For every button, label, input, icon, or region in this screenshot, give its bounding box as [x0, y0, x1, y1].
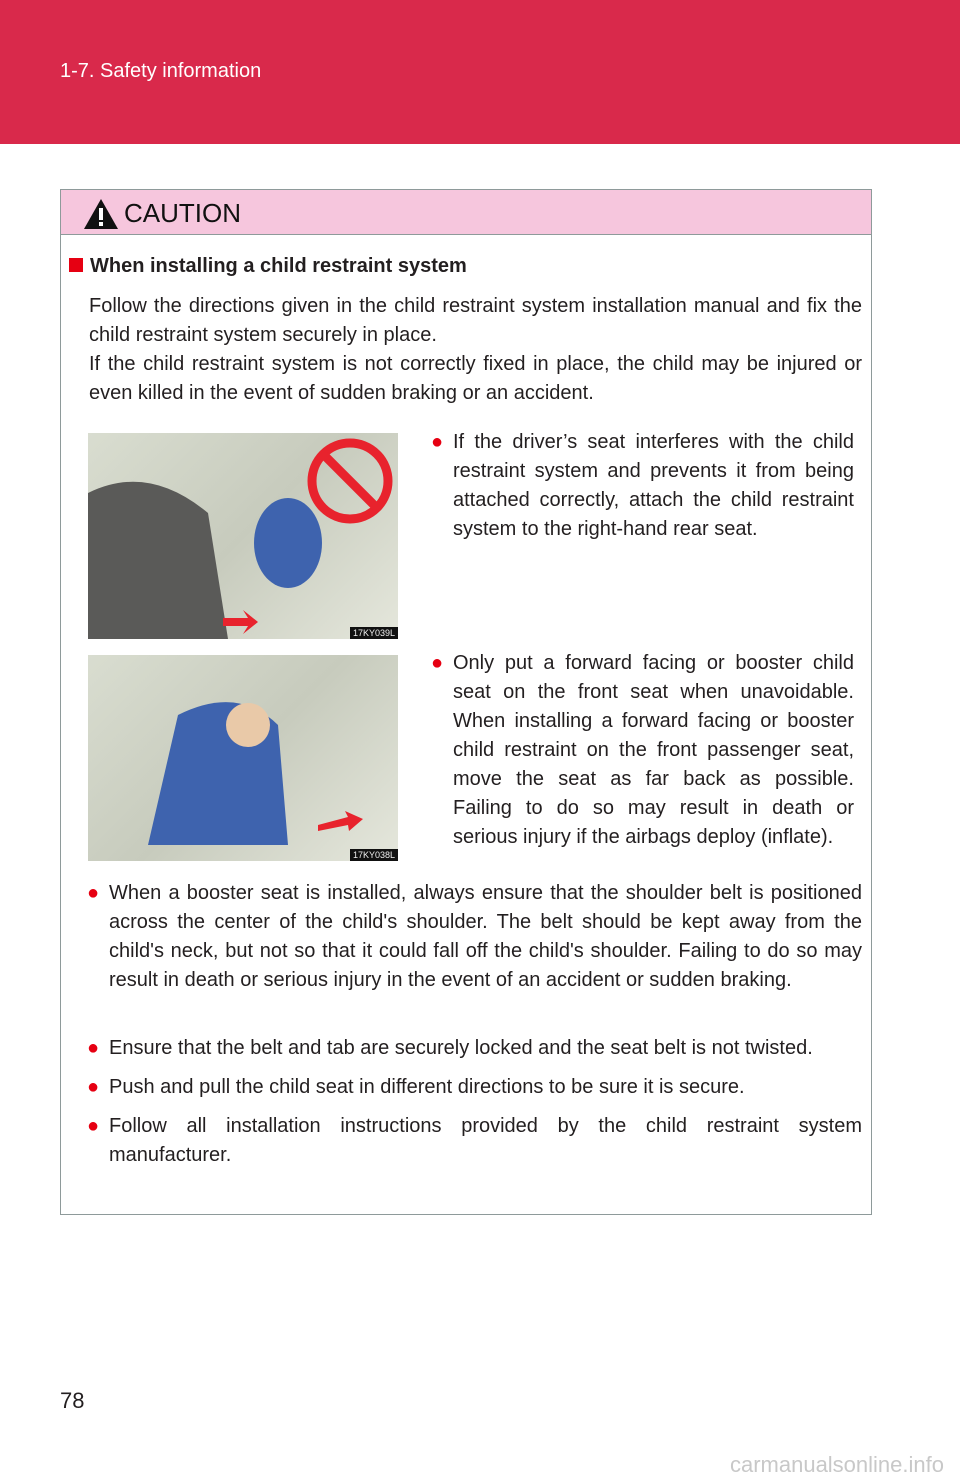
watermark: carmanualsonline.info [729, 1452, 944, 1477]
bullet-icon: ● [87, 1076, 100, 1098]
bullet-item: ● Ensure that the belt and tab are securely locked and the seat belt is not twisted. [109, 1034, 862, 1063]
child-seat-illustration [88, 655, 398, 861]
bullet-item: ● When a booster seat is installed, always ensure that the shoulder belt is positioned across the center of the child's shoulder. The belt should be kept away from the child's neck, but not so that it could fall off the child's shoulder. Failing to do so may result in death or serious injury in the event of an accident or sudden braking. [109, 879, 862, 995]
section-header [0, 0, 960, 144]
figure-code: 17KY038L [350, 849, 398, 861]
square-bullet-icon [69, 258, 83, 272]
bullet-icon: ● [87, 1115, 100, 1137]
illustration-forward-facing-seat [88, 655, 398, 861]
heading-text: When installing a child restraint system [90, 255, 467, 277]
caution-box [60, 189, 872, 1215]
caution-label: CAUTION [124, 198, 241, 228]
caution-header [61, 190, 871, 235]
illustration-driver-seat-interference [88, 433, 398, 639]
intro-paragraph-1: Follow the directions given in the child restraint system installation manual and fix the child restraint system securely in place. [89, 295, 862, 346]
section-title: 1-7. Safety information [60, 60, 262, 82]
bullet-icon: ● [431, 652, 444, 674]
figure-text-2: ● Only put a forward facing or booster child seat on the front seat when unavoidable. When installing a forward facing or booster child restraint on the front passenger seat, move the seat as far back as possible. Failing to do so may result in death or serious injury if the airbags deploy (inflate). [453, 649, 854, 852]
bullet-icon: ● [87, 882, 100, 904]
intro-paragraph-2: If the child restraint system is not correctly fixed in place, the child may be injured or even killed in the event of sudden braking or an accident. [89, 353, 862, 404]
bullet-item: ● Follow all installation instructions provided by the child restraint system manufacturer. [109, 1112, 862, 1170]
figure-text-1: ● If the driver’s seat interferes with the child restraint system and prevents it from being attached correctly, attach the child restraint system to the right-hand rear seat. [453, 428, 854, 544]
bullet-icon: ● [431, 431, 444, 453]
figure-code: 17KY039L [350, 627, 398, 639]
warning-icon [83, 198, 119, 230]
no-symbol-icon [88, 433, 398, 639]
caution-heading [69, 252, 467, 281]
bullet-icon: ● [87, 1037, 100, 1059]
bullet-item: ● Push and pull the child seat in different directions to be sure it is secure. [109, 1073, 862, 1102]
page-number: 78 [60, 1388, 85, 1413]
